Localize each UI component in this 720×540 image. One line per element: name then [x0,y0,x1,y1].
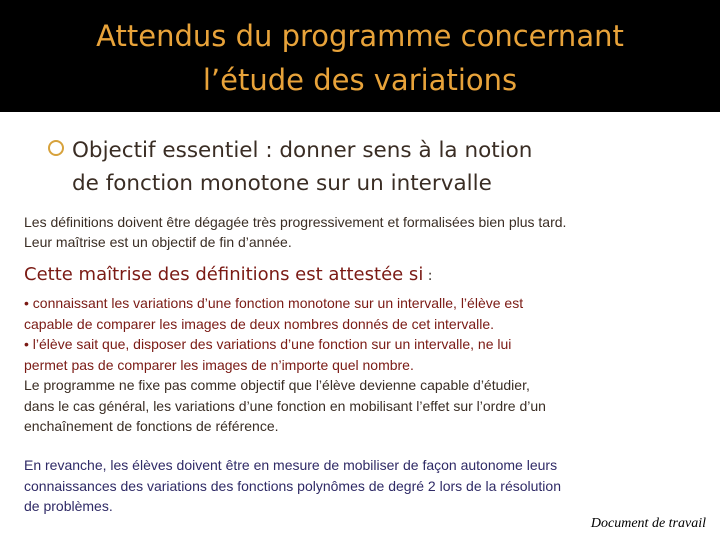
condition-1-line1: • connaissant les variations d’une fonction monotone sur un intervalle, l’élève est [24,295,524,311]
programme-note-line3: enchaînement de fonctions de référence. [24,418,279,434]
ring-bullet-icon [48,140,64,156]
definitions-line1: Les définitions doivent être dégagée très progressivement et formalisées bien plus tard. [24,214,567,230]
definitions-paragraph [24,212,714,252]
revanche-paragraph [24,455,714,517]
revanche-line1: En revanche, les élèves doivent être en mesure de mobiliser de façon autonome leurs [24,457,558,473]
conditions-list [24,293,714,437]
objective-bullet [48,134,708,200]
attestation-heading [24,263,714,288]
condition-2-line2: permet pas de comparer les images de n’importe quel nombre. [24,356,414,373]
attestation-colon: : [423,268,433,284]
revanche-line2: connaissances des variations des fonctions polynômes de degré 2 lors de la résolution [24,477,561,494]
revanche-line3: de problèmes. [24,498,113,514]
objective-line2: de fonction monotone sur un intervalle [72,171,492,196]
programme-note-line1: Le programme ne fixe pas comme objectif que l’élève devienne capable d’étudier, [24,377,530,393]
document-de-travail-note: Document de travail [590,516,706,531]
definitions-line2: Leur maîtrise est un objectif de fin d’année. [24,234,292,250]
attestation-heading-text: Cette maîtrise des définitions est attestée si [24,264,424,285]
condition-1-line2: capable de comparer les images de deux nombres donnés de cet intervalle. [24,315,495,332]
condition-2-line1: • l’élève sait que, disposer des variations d’une fonction sur un intervalle, ne lui [24,336,512,352]
slide-title-line1: Attendus du programme concernant [96,19,624,53]
slide-title-line2: l’étude des variations [202,63,518,97]
objective-line1: Objectif essentiel : donner sens à la notion [72,138,533,163]
slide-title [0,14,720,102]
programme-note-line2: dans le cas général, les variations d’une fonction en mobilisant l’effet sur l’ordre d’un [24,397,546,414]
